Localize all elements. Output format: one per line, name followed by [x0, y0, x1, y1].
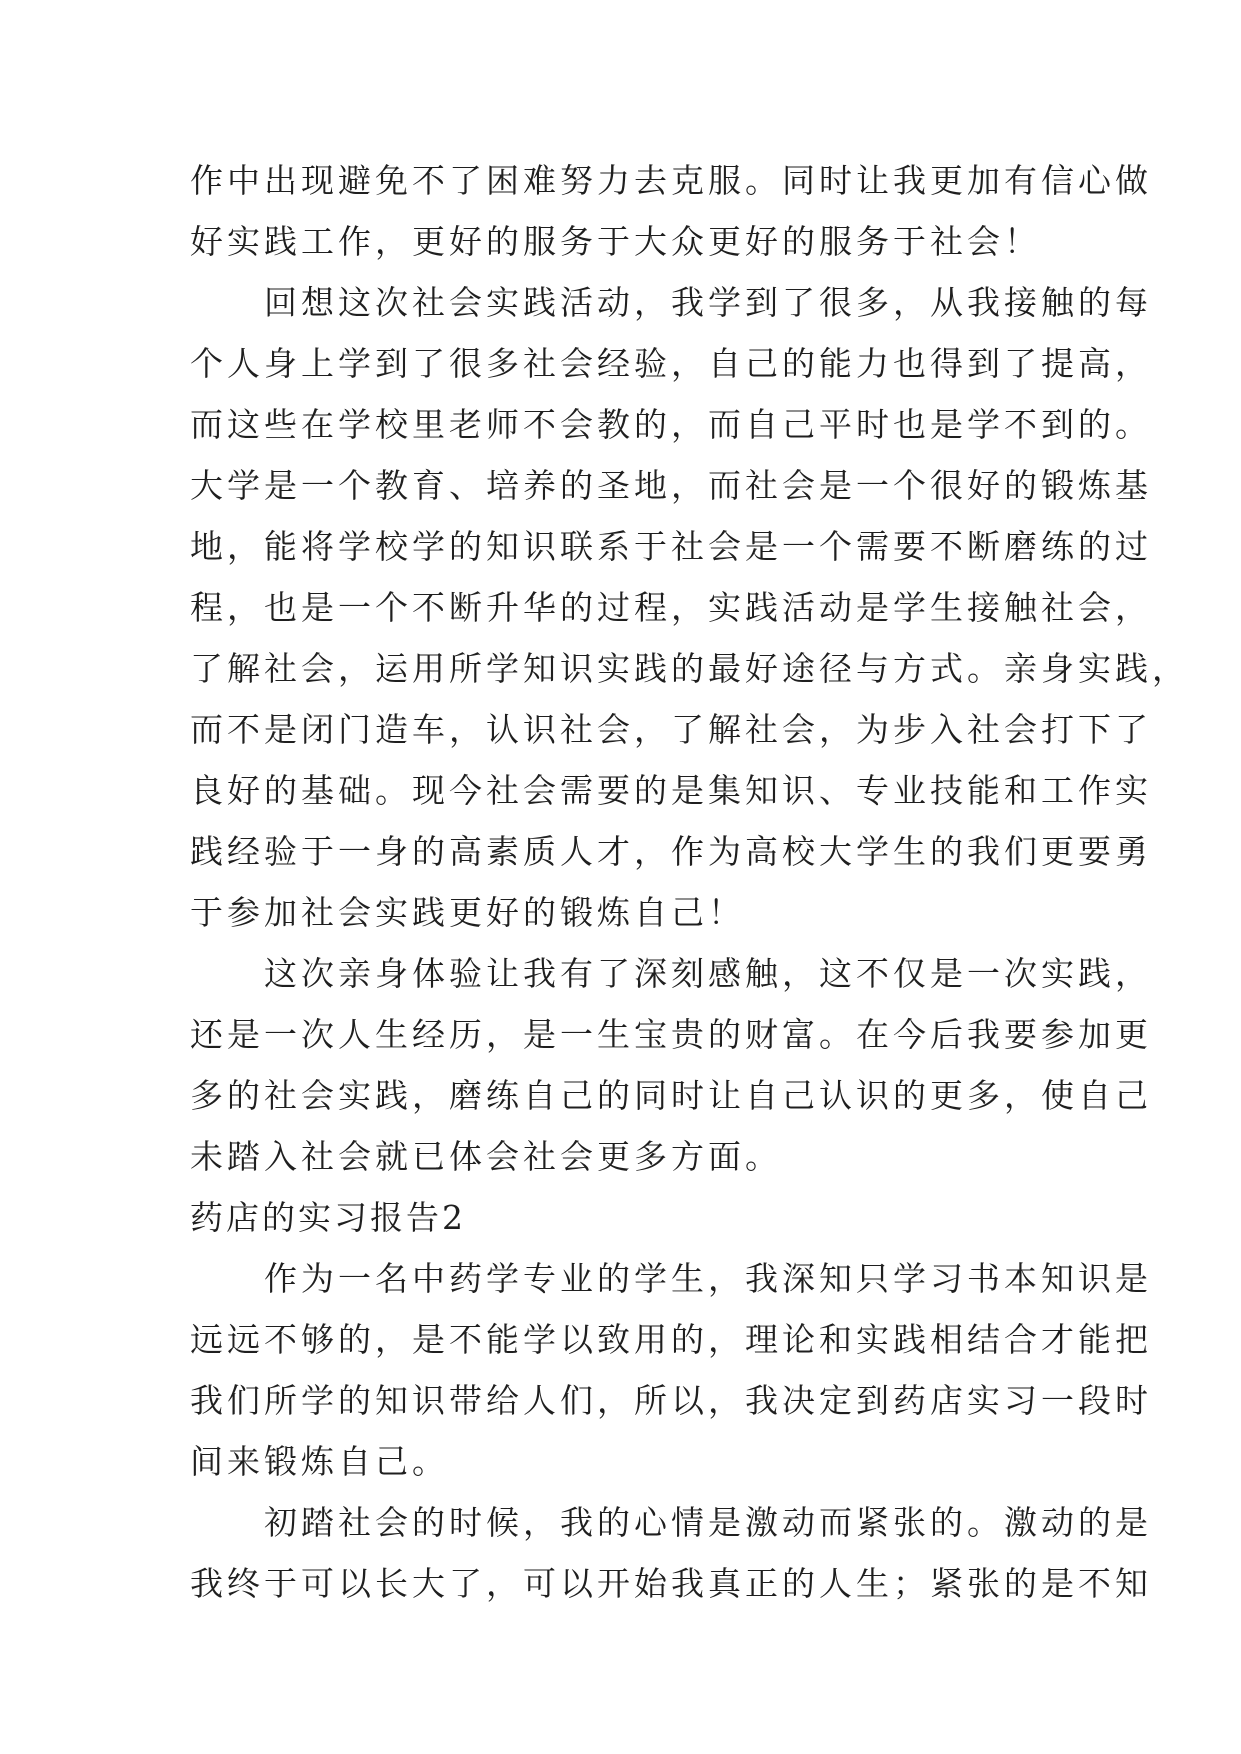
text-line: 未踏入社会就已体会社会更多方面。	[190, 1137, 782, 1176]
document-body	[190, 150, 1189, 1614]
text-line: 我终于可以长大了，可以开始我真正的人生；紧张的是不知	[190, 1564, 1152, 1603]
text-line: 间来锻炼自己。	[190, 1442, 449, 1481]
text-line: 初踏社会的时候，我的心情是激动而紧张的。激动的是	[190, 1503, 1152, 1542]
text-line: 大学是一个教育、培养的圣地，而社会是一个很好的锻炼基	[190, 466, 1152, 505]
text-line: 而不是闭门造车，认识社会，了解社会，为步入社会打下了	[190, 710, 1152, 749]
text-line: 个人身上学到了很多社会经验，自己的能力也得到了提高，	[190, 344, 1152, 383]
text-line: 程，也是一个不断升华的过程，实践活动是学生接触社会，	[190, 588, 1152, 627]
text-line: 远远不够的，是不能学以致用的，理论和实践相结合才能把	[190, 1320, 1152, 1359]
text-line: 好实践工作，更好的服务于大众更好的服务于社会！	[190, 222, 1041, 261]
text-line: 践经验于一身的高素质人才，作为高校大学生的我们更要勇	[190, 832, 1152, 871]
text-line: 于参加社会实践更好的锻炼自己！	[190, 893, 745, 932]
text-line: 作为一名中药学专业的学生，我深知只学习书本知识是	[190, 1259, 1152, 1298]
text-line: 地，能将学校学的知识联系于社会是一个需要不断磨练的过	[190, 527, 1152, 566]
section-heading: 药店的实习报告2	[190, 1198, 466, 1237]
text-line: 良好的基础。现今社会需要的是集知识、专业技能和工作实	[190, 771, 1152, 810]
text-line: 了解社会，运用所学知识实践的最好途径与方式。亲身实践，	[190, 649, 1189, 688]
text-line: 这次亲身体验让我有了深刻感触，这不仅是一次实践，	[190, 954, 1152, 993]
text-line: 还是一次人生经历，是一生宝贵的财富。在今后我要参加更	[190, 1015, 1152, 1054]
text-line: 我们所学的知识带给人们，所以，我决定到药店实习一段时	[190, 1381, 1152, 1420]
text-line: 而这些在学校里老师不会教的，而自己平时也是学不到的。	[190, 405, 1152, 444]
text-line: 回想这次社会实践活动，我学到了很多，从我接触的每	[190, 283, 1152, 322]
text-line: 作中出现避免不了困难努力去克服。同时让我更加有信心做	[190, 161, 1152, 200]
text-line: 多的社会实践，磨练自己的同时让自己认识的更多，使自己	[190, 1076, 1152, 1115]
